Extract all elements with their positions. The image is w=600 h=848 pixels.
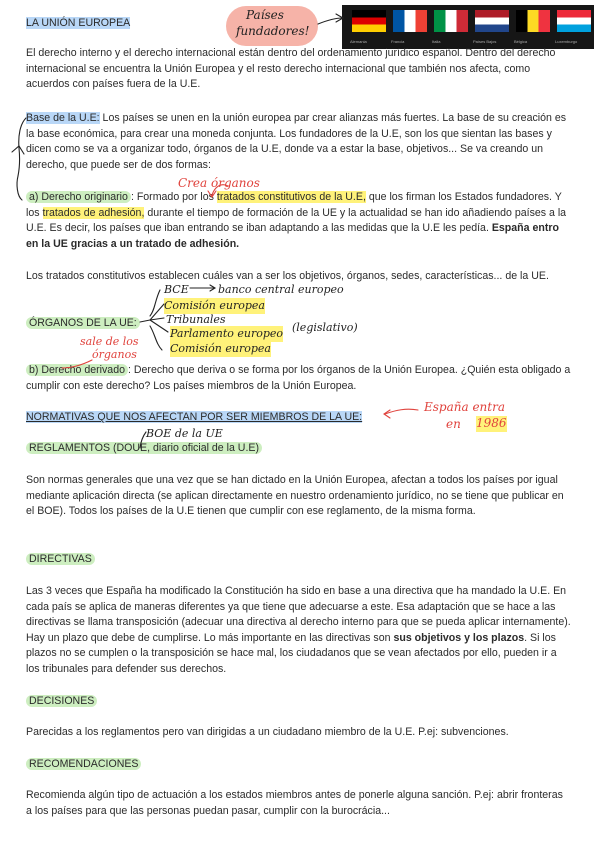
base-ue-label: Base de la U.E: [26, 112, 100, 124]
organos-item: Parlamento europeo [170, 327, 284, 340]
organos-item: Tribunales [166, 313, 226, 326]
base-ue-paragraph: Base de la U.E: Los países se unen en la unión europea par crear alianzas más fuertes. La base de su creación es la base económica, para crear una moneda conjunta. Los fundadores de la U.E, son los que sientan las bases y dicen como se va a organizar todo, órganos de la U.E, donde va a estar la base, objetivos... Se va creando un derecho, que puede ser de dos formas: [26, 112, 567, 171]
flag-label: Francia [391, 39, 405, 44]
normativas-heading: NORMATIVAS QUE NOS AFECTAN POR SER MIEMBROS DE LA UE: [26, 411, 363, 423]
flag-label: Luxemburgo [555, 39, 578, 44]
arrow-sale-organos [62, 360, 92, 368]
annotation-text: Países [246, 8, 284, 22]
recomendaciones-paragraph: Recomienda algún tipo de actuación a los estados miembros antes de ponerle alguna sanción. P.ej: abrir fronteras a los países para que las personas puedan pasar, cumplir con la burocrácia... [26, 789, 563, 817]
annotation-text: BOE de la UE [146, 427, 223, 440]
annotation-text: España entra [424, 400, 505, 414]
decisiones-heading: DECISIONES [26, 694, 97, 710]
reglamentos-paragraph: Son normas generales que una vez que se han dictado en la Unión Europea, afectan a todos los países por igual mediante aplicación directa (se aplican directamente en nuestro ordenamiento jurídico, no se tiene que publicar en el BOE). Todos los países de la U.E tienen que cumplir con ese reglamento, de la misma forma. [26, 474, 564, 518]
annotation-text: banco central europeo [218, 283, 344, 296]
intro-paragraph: El derecho interno y el derecho internacional están dentro del ordenamiento jurídico español. Dentro del derecho internacional se encuentra la Unión Europea y el resto derecho internacional que también nos afecta, como acuerdos con países fuera de la U.E. [26, 47, 556, 91]
derecho-derivado-paragraph: b) Derecho derivado : Derecho que deriva o se forma por los órganos de la Unión Europea. ¿Quién esta obligado a cumplir con este derecho? Los países miembros de la Unión Europea. [26, 364, 571, 392]
derecho-derivado-label: b) Derecho derivado [26, 364, 128, 376]
organos-item: BCE [164, 283, 189, 296]
recomendaciones-heading: RECOMENDACIONES [26, 757, 141, 773]
reglamentos-heading: REGLAMENTOS (DOUE, diario oficial de la U.E) [26, 441, 262, 457]
organos-label: ÓRGANOS DE LA UE: [26, 317, 140, 329]
annotation-text: (legislativo) [292, 321, 358, 334]
derecho-originario-paragraph: a) Derecho originario : Formado por los tratados constitutivos de la U.E, que los firman los Estados fundadores. Y los tratados de adhesión, durante el tiempo de formación de la UE y la actualidad se han ido añadiendo países a la U.E. Es decir, los países que iban entrando se iban adaptando a las medidas que la U.E les pedía. España entro en la UE gracias a un tratado de adhesión. [26, 191, 567, 250]
derecho-originario-label: a) Derecho originario [26, 191, 131, 203]
annotation-text: 1986 [476, 416, 507, 430]
organos-item: Comisión europea [170, 342, 271, 355]
annotation-text: sale de los [80, 335, 139, 348]
annotation-text: órganos [92, 348, 137, 361]
directivas-heading: DIRECTIVAS [26, 552, 95, 568]
flag-label: Italia [432, 39, 441, 44]
flag-label: Alemania [350, 39, 367, 44]
directivas-paragraph: Las 3 veces que España ha modificado la Constitución ha sido en base a una directiva que ha mandado la U.E. En cada país se aplica de maneras diferentes ya que tiene que adecuarse a este. Esa adaptación que se hace a las directivas se llama transposición (adecuar una directiva al derecho interno para que se pueda aplicar internamente). Hay un plazo que debe de cumplirse. Lo más importante en las directivas son sus objetivos y los plazos. Si los plazos no se cumplen o la transposición se hace mal, los ciudadanos que se vean afectados por ello, pueden ir a los tribunales para defender sus derechos. [26, 585, 571, 675]
tratados-paragraph: Los tratados constitutivos establecen cuáles van a ser los objetivos, órganos, sedes, características... de la UE. [26, 270, 549, 282]
decisiones-paragraph: Parecidas a los reglamentos pero van dirigidas a un ciudadano miembro de la U.E. P.ej: subvenciones. [26, 726, 509, 738]
organos-item: Comisión europea [164, 299, 265, 312]
flag-label: Bélgica [514, 39, 528, 44]
page-title: LA UNIÓN EUROPEA [26, 17, 131, 29]
annotation-text: en [446, 417, 461, 431]
flag-label: Países Bajos [473, 39, 497, 44]
annotation-text: Crea órganos [178, 176, 260, 190]
organos-brace [150, 290, 160, 316]
annotation-text: fundadores! [236, 24, 310, 38]
